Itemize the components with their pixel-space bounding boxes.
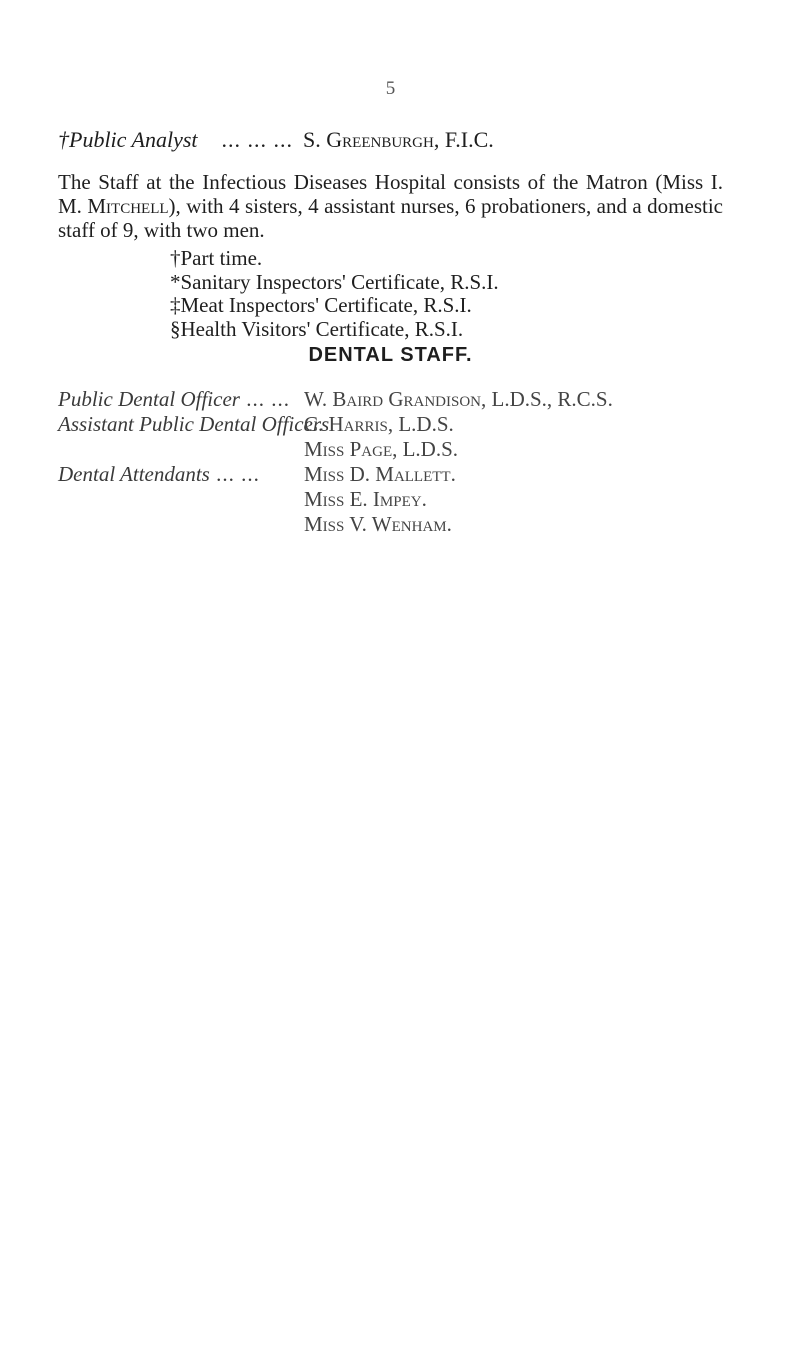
dental-role	[58, 462, 304, 537]
dental-staff-name: Miss Page, L.D.S.	[304, 437, 459, 461]
leader-dots: ... ... ...	[221, 127, 294, 152]
dental-names	[304, 412, 458, 462]
public-analyst-line	[58, 127, 494, 153]
dental-row	[58, 387, 768, 412]
dental-row	[58, 412, 768, 462]
dental-staff-name: Miss E. Impey.	[304, 487, 427, 511]
dental-staff-name: W. Baird Grandison, L.D.S., R.C.S.	[304, 387, 613, 411]
public-analyst-role: †Public Analyst	[58, 127, 198, 152]
footnote-sanitary-inspectors: *Sanitary Inspectors' Certificate, R.S.I.	[170, 269, 499, 294]
matron-name: Mitchell	[87, 194, 169, 218]
footnote-health-visitors: §Health Visitors' Certificate, R.S.I.	[170, 316, 464, 341]
dental-staff-heading: DENTAL STAFF.	[308, 344, 473, 366]
dental-role-label: Assistant Public Dental Officers	[58, 412, 330, 436]
footnotes	[170, 247, 499, 341]
staff-paragraph-text-2: ), with 4 sisters, 4 assistant nurses, 6 probationers, and a domestic staff of 9, with two men.	[58, 194, 723, 242]
dental-staff-name: Miss V. Wenham.	[304, 512, 452, 536]
footnote-part-time: †Part time.	[170, 246, 263, 270]
dental-role-label: Public Dental Officer	[58, 387, 240, 411]
dental-staff-name: C. Harris, L.D.S.	[304, 412, 454, 436]
page-number: 5	[385, 78, 396, 99]
dental-staff-list	[58, 387, 768, 537]
dental-role-label: Dental Attendants	[58, 462, 210, 486]
dental-staff-name: Miss D. Mallett.	[304, 462, 456, 486]
dental-role	[58, 412, 330, 462]
dental-names	[304, 387, 613, 412]
dental-role	[58, 387, 304, 412]
dental-names	[304, 462, 456, 537]
leader-dots: ... ...	[239, 387, 290, 411]
public-analyst-name: S. Greenburgh, F.I.C.	[303, 127, 494, 152]
staff-paragraph-text-1: The Staff at the Infectious Diseases Hospital consists of the Matron (Miss I. M.	[58, 170, 723, 218]
hospital-staff-paragraph	[58, 170, 723, 242]
footnote-meat-inspectors: ‡Meat Inspectors' Certificate, R.S.I.	[170, 293, 472, 317]
leader-dots: ... ...	[209, 462, 260, 486]
dental-row	[58, 462, 768, 537]
